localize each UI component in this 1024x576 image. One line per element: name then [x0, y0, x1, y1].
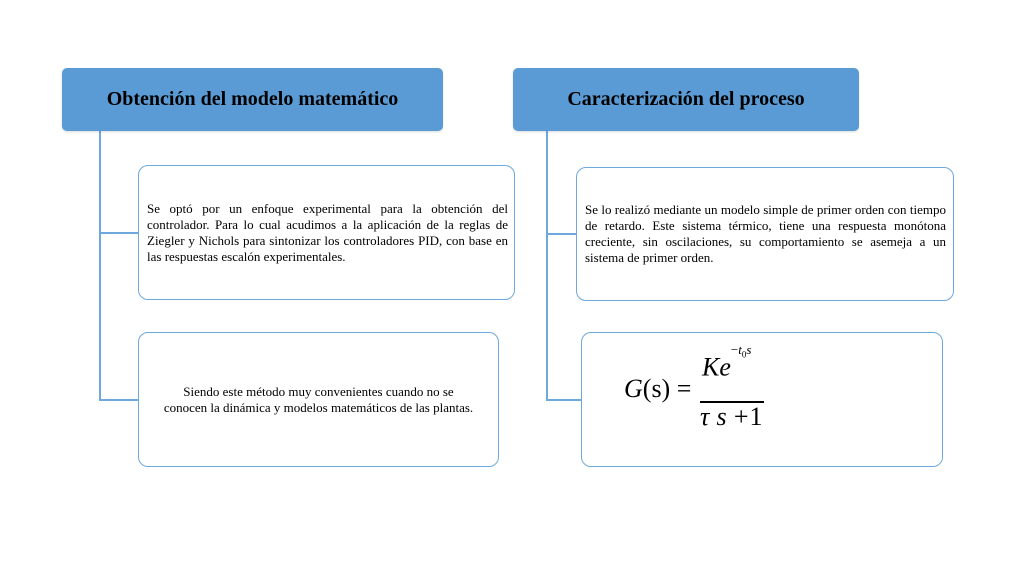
header-caracterizacion-proceso-label: Caracterización del proceso	[567, 88, 805, 110]
right-branch-line-2	[546, 399, 581, 401]
header-modelo-matematico-label: Obtención del modelo matemático	[106, 88, 399, 110]
box-modelo-primer-orden	[576, 167, 954, 301]
header-modelo-matematico	[62, 68, 443, 131]
header-caracterizacion-proceso	[513, 68, 859, 131]
transfer-function-formula	[624, 342, 824, 447]
box-metodo-conveniente	[138, 332, 499, 467]
box-transfer-function	[581, 332, 943, 467]
box-metodo-conveniente-text: Siendo este método muy convenientes cuando no se conocen la dinámica y modelos matemáticos de las plantas.	[163, 383, 474, 415]
formula-denominator: τ s +1	[700, 402, 764, 431]
box-enfoque-experimental-text: Se optó por un enfoque experimental para la obtención del controlador. Para lo cual acudimos a la aplicación de la reglas de Ziegler y Nichols para sintonizar los controladores PID, con base en las respuestas escalón experimentales.	[147, 200, 508, 264]
right-branch-line-1	[546, 233, 576, 235]
formula-lhs: G(s) =	[624, 374, 692, 403]
left-branch-line-2	[99, 399, 138, 401]
left-trunk-line	[99, 131, 101, 400]
right-trunk-line	[546, 131, 548, 400]
formula-numerator: $Ke^{-t_0s}$	[702, 342, 752, 382]
box-modelo-primer-orden-text: Se lo realizó mediante un modelo simple de primer orden con tiempo de retardo. Este sistema térmico, tiene una respuesta monótona creciente, sin oscilaciones, su comportamiento se asemeja a un sistema de primer orden.	[585, 202, 946, 265]
box-enfoque-experimental	[138, 165, 515, 300]
left-branch-line-1	[99, 232, 138, 234]
